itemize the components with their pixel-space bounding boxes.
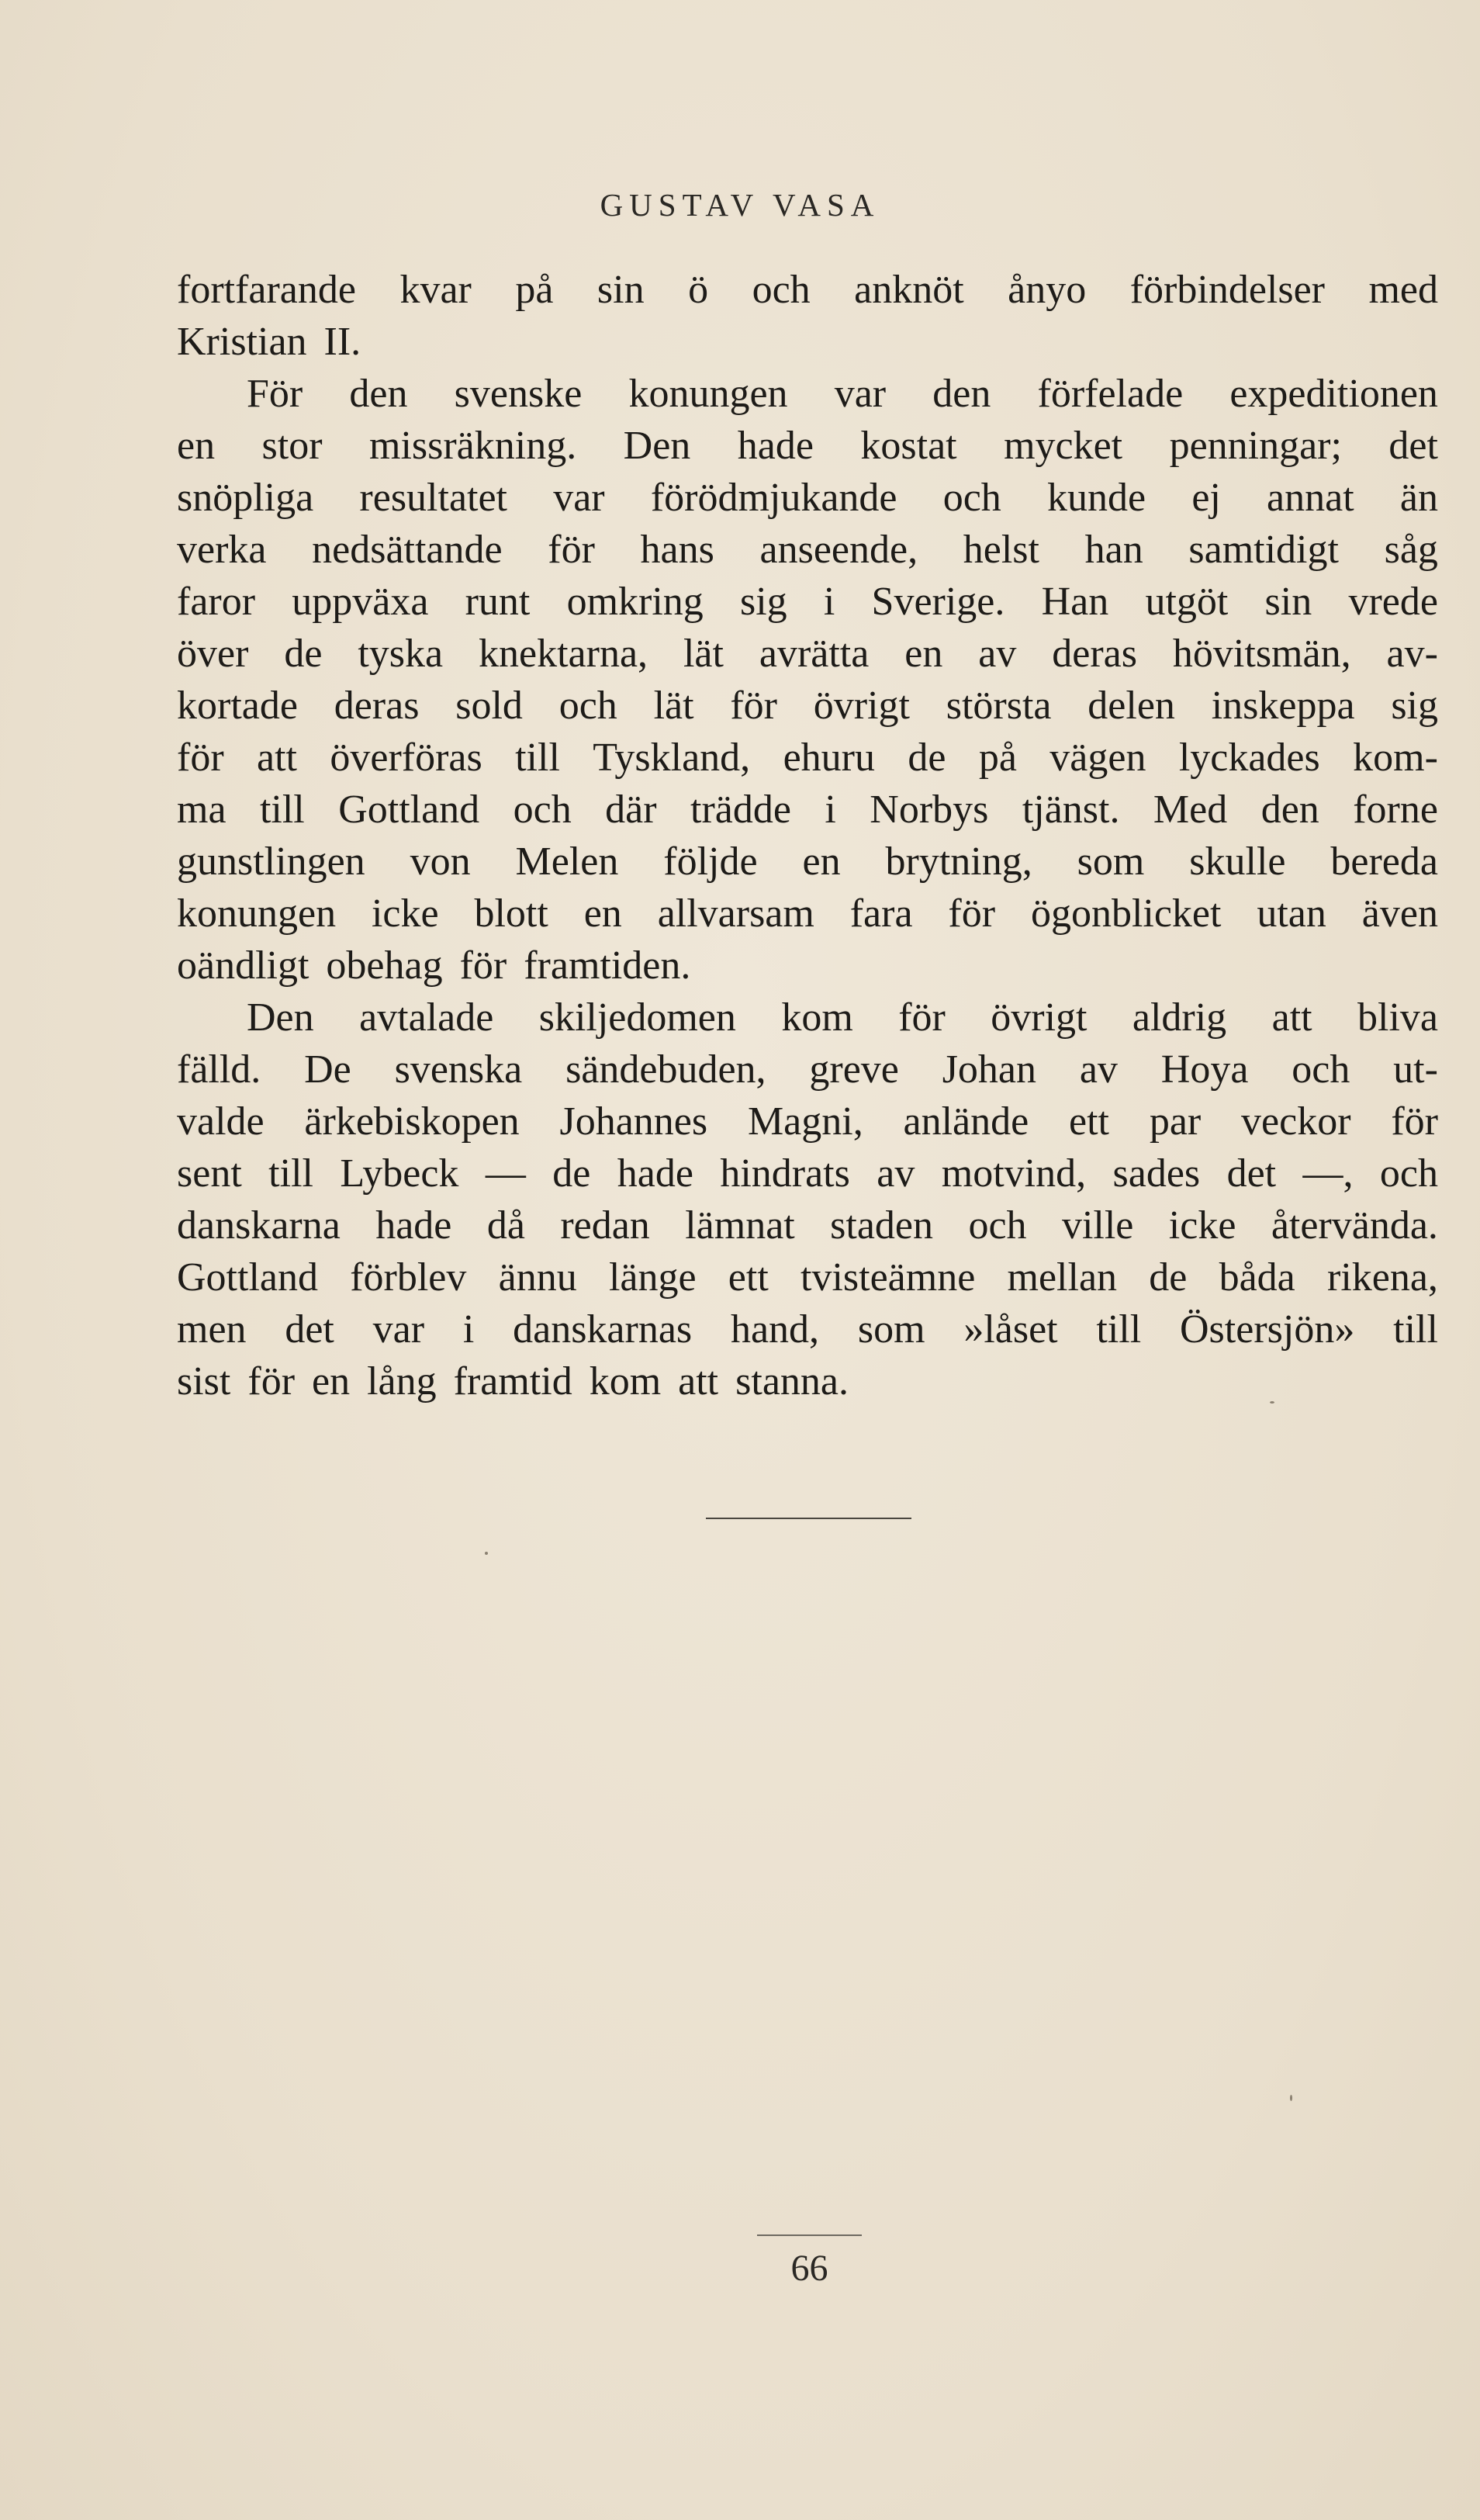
word: till (259, 788, 305, 832)
word: övrigt (813, 684, 910, 728)
word: tvisteämne (801, 1255, 976, 1300)
text-line (177, 1096, 1438, 1148)
word: Melen (515, 839, 619, 884)
word: förbindelser (1129, 268, 1325, 312)
word: fälld. (177, 1047, 261, 1092)
word: för (177, 736, 224, 780)
word: Med (1153, 788, 1228, 832)
word: för (459, 943, 507, 988)
word: till (1393, 1307, 1438, 1352)
word: penningar; (1169, 424, 1342, 468)
word: återvända. (1271, 1203, 1438, 1248)
word: en (802, 839, 841, 884)
word: som (1077, 839, 1145, 884)
word: Kristian (177, 320, 307, 364)
word: sin (596, 268, 645, 312)
word: ville (1061, 1203, 1134, 1248)
word: för (548, 528, 595, 572)
word: till (515, 736, 560, 780)
word: lång (367, 1359, 437, 1404)
word: forne (1353, 788, 1438, 832)
word: till (1096, 1307, 1142, 1352)
word: för (730, 684, 777, 728)
text-line (177, 524, 1438, 576)
word: bereda (1330, 839, 1438, 884)
word: danskarna (177, 1203, 341, 1248)
word: sent (177, 1151, 242, 1196)
word: en (312, 1359, 351, 1404)
word: att (1271, 995, 1312, 1040)
word: danskarnas (513, 1307, 693, 1352)
word: ehuru (783, 736, 875, 780)
word: till (268, 1151, 313, 1196)
word: på (978, 736, 1017, 780)
word: kortade (177, 684, 298, 728)
word: av- (1386, 632, 1438, 676)
word: hindrats (720, 1151, 850, 1196)
word: Johannes (559, 1099, 708, 1144)
word: på (515, 268, 554, 312)
text-line (177, 732, 1438, 784)
word: var (553, 476, 605, 520)
word: kom (589, 1359, 662, 1404)
word: staden (830, 1203, 934, 1248)
word: Gottland (177, 1255, 318, 1300)
word: övrigt (991, 995, 1088, 1040)
word: och (752, 268, 811, 312)
word: för (948, 891, 996, 936)
word: den (932, 372, 991, 416)
word: mellan (1007, 1255, 1118, 1300)
word: kostat (860, 424, 957, 468)
running-head: GUSTAV VASA (600, 187, 880, 223)
text-line (177, 888, 1438, 940)
word: största (946, 684, 1052, 728)
word: omkring (566, 580, 704, 624)
word: av (1079, 1047, 1118, 1092)
word: hans (640, 528, 714, 572)
word: samtidigt (1188, 528, 1339, 572)
word: sades (1112, 1151, 1201, 1196)
word: skulle (1189, 839, 1286, 884)
word: för (898, 995, 946, 1040)
word: svenska (394, 1047, 523, 1092)
page-number: 66 (790, 2248, 828, 2289)
word: ånyo (1008, 268, 1087, 312)
text-line (177, 1148, 1438, 1199)
text-line (177, 472, 1438, 524)
word: där (605, 788, 657, 832)
text-line (177, 316, 1438, 368)
text-line (177, 680, 1438, 732)
word: det (285, 1307, 334, 1352)
paper-speck (485, 1552, 488, 1555)
word: av (877, 1151, 915, 1196)
word: lät (653, 684, 694, 728)
word: Gottland (338, 788, 480, 832)
word: kunde (1047, 476, 1146, 520)
word: de (1149, 1255, 1188, 1300)
word: runt (465, 580, 531, 624)
word: ett (728, 1255, 769, 1300)
text-line (177, 576, 1438, 628)
word: missräkning. (369, 424, 577, 468)
word: framtiden. (524, 943, 691, 988)
text-line (177, 1303, 1438, 1355)
word: hövitsmän, (1172, 632, 1351, 676)
word: då (486, 1203, 525, 1248)
word: brytning, (885, 839, 1032, 884)
word: avrätta (759, 632, 870, 676)
word: deras (334, 684, 420, 728)
section-end-rule (706, 1518, 911, 1519)
word: knektarna, (479, 632, 648, 676)
word: ännu (498, 1255, 577, 1300)
word: och (1292, 1047, 1350, 1092)
word: bliva (1357, 995, 1438, 1040)
word: verka (177, 528, 267, 572)
word: den (1260, 788, 1319, 832)
word: ö (688, 268, 709, 312)
word: sin (1264, 580, 1312, 624)
word: en (904, 632, 943, 676)
word: avtalade (359, 995, 494, 1040)
word: och (513, 788, 572, 832)
word: i (462, 1307, 475, 1352)
word: Sverige. (871, 580, 1005, 624)
word: ej (1191, 476, 1221, 520)
text-line (177, 420, 1438, 472)
word: hade (737, 424, 814, 468)
word: vrede (1348, 580, 1438, 624)
text-line (177, 1044, 1438, 1096)
word: Han (1041, 580, 1109, 624)
word: båda (1219, 1255, 1295, 1300)
text-line (177, 1251, 1438, 1303)
word: att (678, 1359, 719, 1404)
word: icke (1168, 1203, 1236, 1248)
word: för (1391, 1099, 1438, 1144)
word: utgöt (1145, 580, 1229, 624)
word: Hoya (1160, 1047, 1249, 1092)
word: delen (1088, 684, 1175, 728)
word: deras (1052, 632, 1137, 676)
word: Lybeck (340, 1151, 459, 1196)
text-line (177, 264, 1438, 316)
word: Östersjön» (1180, 1307, 1355, 1352)
word: Den (247, 995, 314, 1040)
word: lämnat (685, 1203, 795, 1248)
word: par (1149, 1099, 1202, 1144)
word: allvarsam (657, 891, 814, 936)
word: med (1368, 268, 1438, 312)
word: tjänst. (1022, 788, 1120, 832)
word: uppväxa (292, 580, 429, 624)
word: och (558, 684, 617, 728)
word: kom (781, 995, 853, 1040)
word: konungen (628, 372, 788, 416)
word: helst (963, 528, 1039, 572)
word: snöpliga (177, 476, 314, 520)
word: gunstlingen (177, 839, 365, 884)
text-line (177, 628, 1438, 680)
word: Magni, (747, 1099, 863, 1144)
word: svenske (454, 372, 583, 416)
word: ärkebiskopen (304, 1099, 520, 1144)
word: det (1388, 424, 1438, 468)
word: av (978, 632, 1017, 676)
word: över (177, 632, 249, 676)
word: skiljedomen (538, 995, 736, 1040)
word: sig (1391, 684, 1438, 728)
word: hade (617, 1151, 693, 1196)
word: Den (623, 424, 691, 468)
word: som (857, 1307, 925, 1352)
word: »låset (963, 1307, 1058, 1352)
word: och (968, 1203, 1027, 1248)
word: von (410, 839, 471, 884)
word: tyska (358, 632, 444, 676)
word: följde (663, 839, 758, 884)
word: lyckades (1178, 736, 1320, 780)
word: han (1084, 528, 1143, 572)
word: även (1361, 891, 1438, 936)
word: förblev (350, 1255, 467, 1300)
word: hand, (730, 1307, 820, 1352)
body-text (177, 264, 1438, 1407)
word: förödmjukande (650, 476, 897, 520)
word: greve (809, 1047, 899, 1092)
word: sig (740, 580, 787, 624)
word: var (372, 1307, 425, 1352)
text-line (177, 368, 1438, 420)
word: det (1226, 1151, 1277, 1196)
word: nedsättande (312, 528, 503, 572)
word: blott (474, 891, 548, 936)
word: valde (177, 1099, 265, 1144)
word: ögonblicket (1030, 891, 1222, 936)
word: de (284, 632, 323, 676)
word: resultatet (359, 476, 508, 520)
word: sist (177, 1359, 231, 1404)
word: förfelade (1037, 372, 1184, 416)
text-line (177, 784, 1438, 836)
word: och (942, 476, 1001, 520)
word: överföras (330, 736, 482, 780)
word: konungen (177, 891, 337, 936)
text-line (177, 992, 1438, 1044)
word: vägen (1049, 736, 1146, 780)
word: att (257, 736, 297, 780)
text-line (177, 940, 1438, 992)
word: framtid (453, 1359, 572, 1404)
word: en (583, 891, 622, 936)
word: aldrig (1132, 995, 1227, 1040)
word: — (485, 1151, 526, 1196)
word: oändligt (177, 943, 309, 988)
word: utan (1257, 891, 1326, 936)
word: trädde (690, 788, 791, 832)
word: rikena, (1327, 1255, 1438, 1300)
word: de (552, 1151, 591, 1196)
word: fara (849, 891, 913, 936)
word: II. (323, 320, 361, 364)
word: stanna. (735, 1359, 849, 1404)
word: stor (261, 424, 323, 468)
word: lät (683, 632, 724, 676)
word: i (823, 580, 835, 624)
word: anseende, (759, 528, 918, 572)
word: faror (177, 580, 256, 624)
word: sold (455, 684, 523, 728)
word: såg (1384, 528, 1438, 572)
word: expeditionen (1229, 372, 1438, 416)
word: inskeppa (1211, 684, 1355, 728)
word: hade (375, 1203, 452, 1248)
word: redan (560, 1203, 650, 1248)
word: men (177, 1307, 247, 1352)
word: De (304, 1047, 351, 1092)
word: den (349, 372, 408, 416)
word: motvind, (941, 1151, 1087, 1196)
word: Norbys (870, 788, 989, 832)
word: Johan (942, 1047, 1037, 1092)
word: För (247, 372, 303, 416)
word: fortfarande (177, 268, 356, 312)
word: annat (1267, 476, 1354, 520)
word: —, (1302, 1151, 1354, 1196)
word: de (908, 736, 946, 780)
word: länge (608, 1255, 697, 1300)
text-line (177, 836, 1438, 888)
word: anlände (903, 1099, 1029, 1144)
text-line (177, 1355, 1438, 1407)
word: ett (1069, 1099, 1109, 1144)
word: icke (371, 891, 439, 936)
page-number-rule (757, 2234, 862, 2236)
word: kvar (399, 268, 472, 312)
word: Tyskland, (593, 736, 751, 780)
word: anknöt (854, 268, 964, 312)
word: obehag (326, 943, 443, 988)
paper-speck (1290, 2095, 1292, 2101)
word: sändebuden, (565, 1047, 766, 1092)
word: kom- (1353, 736, 1438, 780)
paper-speck (1270, 1401, 1274, 1404)
word: ma (177, 788, 226, 832)
word: veckor (1241, 1099, 1351, 1144)
word: än (1399, 476, 1438, 520)
word: i (825, 788, 836, 832)
word: ut- (1393, 1047, 1438, 1092)
word: mycket (1004, 424, 1123, 468)
text-line (177, 1199, 1438, 1251)
word: och (1379, 1151, 1438, 1196)
word: för (247, 1359, 296, 1404)
word: var (834, 372, 887, 416)
word: en (177, 424, 216, 468)
